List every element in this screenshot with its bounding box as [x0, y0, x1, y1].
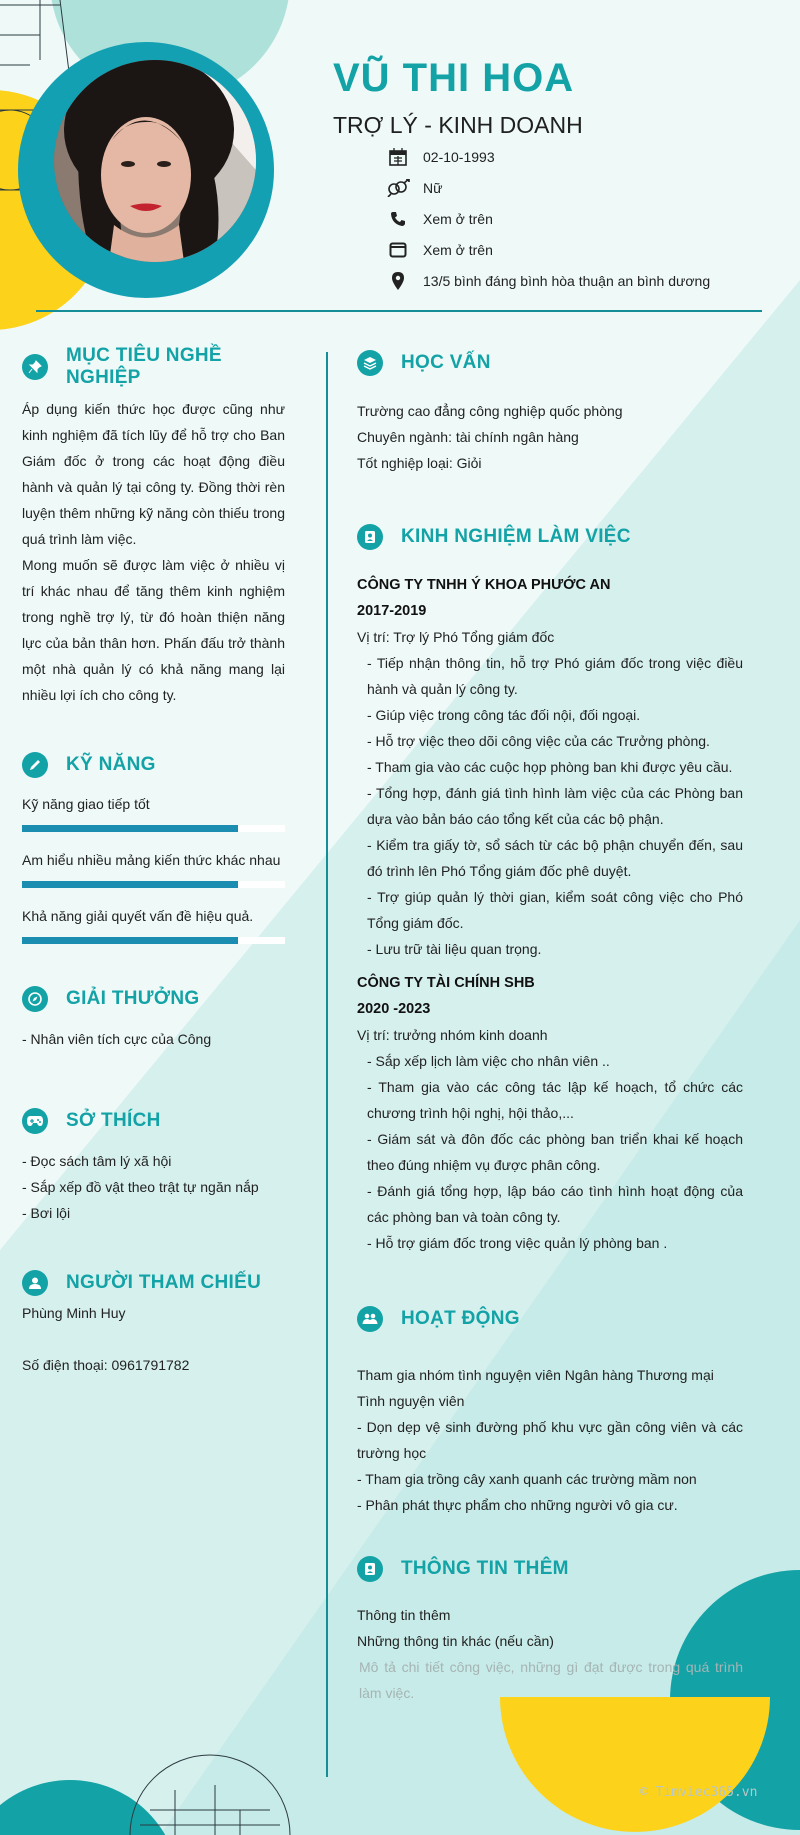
job-duty: - Giúp việc trong công tác đối nội, đối ngoại.: [367, 707, 641, 723]
activity-line: - Phân phát thực phẩm cho những người vô gia cư.: [357, 1497, 678, 1513]
calendar-icon: [383, 148, 413, 166]
skill-bar-fill: [22, 825, 238, 832]
additional-info-line: Thông tin thêm: [357, 1607, 451, 1623]
skill-label: Khả năng giải quyết vấn đề hiệu quả.: [22, 908, 254, 924]
hobby-item: - Bơi lội: [22, 1205, 71, 1221]
award-item: - Nhân viên tích cực của Công: [22, 1031, 212, 1047]
job-duty: - Hỗ trợ giám đốc trong việc quản lý phòng ban .: [367, 1235, 668, 1251]
references-title: NGƯỜI THAM CHIẾU: [66, 1272, 262, 1293]
job-entry: [357, 572, 743, 962]
job-duty: - Sắp xếp lịch làm việc cho nhân viên ..: [367, 1053, 610, 1069]
activity-line: Tham gia nhóm tình nguyện viên Ngân hàng Thương mại: [357, 1367, 714, 1383]
avatar-ring: [18, 42, 274, 298]
contact-birthday: [383, 141, 710, 172]
job-duty: - Tham gia vào các công tác lập kế hoạch, tổ chức các chương trình hội nghị, hội thảo,...: [367, 1079, 743, 1121]
awards-title: GIẢI THƯỞNG: [66, 988, 200, 1009]
objective-title: MỤC TIÊU NGHỀ NGHIỆP: [66, 345, 222, 388]
activities-title: HOẠT ĐỘNG: [401, 1308, 520, 1329]
section-objective: [22, 345, 285, 708]
skill-item: [22, 796, 285, 832]
hobby-item: - Đọc sách tâm lý xã hội: [22, 1153, 172, 1169]
skills-title: KỸ NĂNG: [66, 754, 156, 775]
section-education: [357, 348, 743, 476]
column-divider: [326, 352, 328, 1777]
education-line: Trường cao đẳng công nghiệp quốc phòng: [357, 403, 623, 419]
section-skills: [22, 750, 285, 964]
phone-icon: [383, 211, 413, 227]
education-title: HỌC VẤN: [401, 352, 491, 373]
job-title: TRỢ LÝ - KINH DOANH: [333, 112, 583, 138]
header-divider: [36, 310, 762, 312]
hobbies-title: SỞ THÍCH: [66, 1110, 161, 1131]
experience-title: KINH NGHIỆM LÀM VIỆC: [401, 526, 631, 547]
skill-bar-fill: [22, 881, 238, 888]
email-value: Xem ở trên: [423, 241, 493, 258]
job-duty: - Giám sát và đôn đốc các phòng ban triển khai kế hoạch theo đúng nhiệm vụ được phân công.: [367, 1131, 743, 1173]
job-entry: [357, 970, 743, 1256]
person-icon: [22, 1270, 48, 1296]
layers-icon: [357, 350, 383, 376]
section-awards: [22, 984, 285, 1052]
reference-name: Phùng Minh Huy: [22, 1305, 126, 1321]
job-duty: - Hỗ trợ việc theo dõi công việc của các Trưởng phòng.: [367, 733, 710, 749]
skill-label: Am hiểu nhiều mảng kiến thức khác nhau: [22, 852, 281, 868]
group-icon: [357, 1306, 383, 1332]
activity-line: Tình nguyện viên: [357, 1393, 465, 1409]
contact-list: [383, 141, 710, 296]
contact-gender: [383, 172, 710, 203]
pushpin-icon: [22, 354, 48, 380]
education-line: Tốt nghiệp loại: Giỏi: [357, 455, 482, 471]
job-duty: - Tham gia vào các cuộc họp phòng ban khi được yêu cầu.: [367, 759, 733, 775]
gamepad-icon: [22, 1108, 48, 1134]
objective-paragraph-2: Mong muốn sẽ được làm việc ở nhiều vị trí khác nhau để tăng thêm kinh nghiệm trong nghề trợ lý, từ đó hoàn thiện năng lực của bản thân hơn. Phấn đấu trở thành một nhà quản lý có khả năng mang lại nhiều lợi ích cho công ty.: [22, 557, 285, 703]
section-experience: [357, 522, 743, 1256]
id-card-icon: [357, 1556, 383, 1582]
job-position: Vị trí: Trợ lý Phó Tổng giám đốc: [357, 629, 555, 645]
section-additional-info: [357, 1554, 743, 1706]
activity-line: - Dọn dẹp vệ sinh đường phố khu vực gần công viên và các trường học: [357, 1419, 743, 1461]
gender-value: Nữ: [423, 179, 443, 196]
skill-bar: [22, 937, 285, 944]
contact-address: [383, 265, 710, 296]
skill-item: [22, 852, 285, 888]
job-duty: - Lưu trữ tài liệu quan trọng.: [367, 941, 542, 957]
birthday-value: 02-10-1993: [423, 148, 495, 165]
skill-bar: [22, 825, 285, 832]
location-pin-icon: [383, 272, 413, 290]
watermark: © Timviec365.vn: [640, 1785, 758, 1800]
additional-info-line: Những thông tin khác (nếu cần): [357, 1633, 554, 1649]
activity-line: - Tham gia trồng cây xanh quanh các trường mầm non: [357, 1471, 697, 1487]
section-activities: [357, 1304, 743, 1518]
avatar-photo: [54, 60, 256, 262]
contact-email: [383, 234, 710, 265]
additional-info-placeholder: Mô tả chi tiết công việc, những gì đạt được trong quá trình làm việc.: [359, 1659, 743, 1701]
job-period: 2020 -2023: [357, 1001, 431, 1017]
skill-bar: [22, 881, 285, 888]
compass-icon: [22, 986, 48, 1012]
section-hobbies: [22, 1106, 285, 1226]
job-duty: - Kiểm tra giấy tờ, sổ sách từ các bộ phận chuyển đến, sau đó trình lên Phó Tổng giám đốc phê duyệt.: [367, 837, 743, 879]
portrait-image: [54, 60, 256, 262]
skill-item: [22, 908, 285, 944]
objective-paragraph-1: Áp dụng kiến thức học được cũng như kinh nghiệm đã tích lũy để hỗ trợ cho Ban Giám đốc ở trong các hoạt động điều hành và quản lý tại công ty. Đồng thời rèn luyện thêm những kỹ năng còn thiếu trong quá trình làm việc.: [22, 401, 285, 547]
education-line: Chuyên ngành: tài chính ngân hàng: [357, 429, 579, 445]
job-duty: - Tiếp nhận thông tin, hỗ trợ Phó giám đốc trong việc điều hành và quản lý công ty.: [367, 655, 743, 697]
skill-label: Kỹ năng giao tiếp tốt: [22, 796, 150, 812]
job-position: Vị trí: trưởng nhóm kinh doanh: [357, 1027, 548, 1043]
phone-value: Xem ở trên: [423, 210, 493, 227]
pencil-icon: [22, 752, 48, 778]
section-references: [22, 1268, 285, 1378]
contact-phone: [383, 203, 710, 234]
hobby-item: - Sắp xếp đồ vật theo trật tự ngăn nắp: [22, 1179, 259, 1195]
job-duty: - Đánh giá tổng hợp, lập báo cáo tình hình hoạt động của các phòng ban và toàn công ty.: [367, 1183, 743, 1225]
company-name: CÔNG TY TÀI CHÍNH SHB: [357, 975, 535, 991]
candidate-name: VŨ THI HOA: [333, 56, 575, 100]
job-duty: - Trợ giúp quản lý thời gian, kiểm soát công việc cho Phó Tổng giám đốc.: [367, 889, 743, 931]
reference-phone: Số điện thoại: 0961791782: [22, 1357, 190, 1373]
company-name: CÔNG TY TNHH Ý KHOA PHƯỚC AN: [357, 577, 611, 593]
job-period: 2017-2019: [357, 603, 427, 619]
skill-bar-fill: [22, 937, 238, 944]
additional-info-title: THÔNG TIN THÊM: [401, 1558, 569, 1579]
address-value: 13/5 bình đáng bình hòa thuận an bình dương: [423, 272, 711, 289]
gender-icon: [383, 179, 413, 197]
id-card-icon: [357, 524, 383, 550]
job-duty: - Tổng hợp, đánh giá tình hình làm việc của các Phòng ban dựa vào bản báo cáo tổng kết của các bộ phận.: [367, 785, 743, 827]
email-icon: [383, 242, 413, 258]
